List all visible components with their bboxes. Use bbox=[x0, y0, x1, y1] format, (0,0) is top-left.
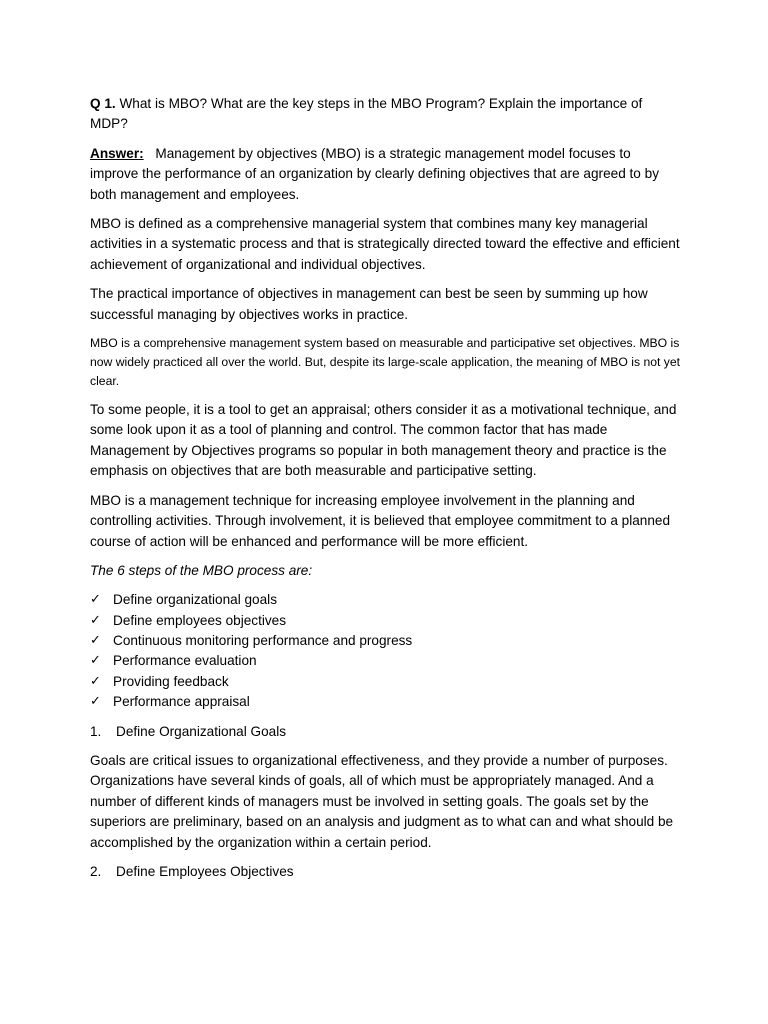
steps-intro: The 6 steps of the MBO process are: bbox=[90, 562, 313, 578]
step-label: Define organizational goals bbox=[113, 592, 277, 608]
answer-text: Management by objectives (MBO) is a strategic management model focuses to improve the performance of an organization by clearly defining objectives that are agreed to by both management and employees. bbox=[90, 145, 659, 202]
check-icon: ✓ bbox=[90, 612, 101, 628]
step-label: Performance appraisal bbox=[113, 694, 250, 710]
list-item bbox=[90, 672, 682, 692]
paragraph-comprehensive-system: MBO is a comprehensive management system based on measurable and participative set objectives. MBO is now widely practiced all over the world. But, despite its large-scale application, the meaning of MBO is not yet clear. bbox=[90, 336, 681, 389]
list-item bbox=[90, 590, 682, 610]
step-label: Continuous monitoring performance and progress bbox=[113, 633, 413, 649]
question-label: Q 1. bbox=[90, 96, 116, 111]
answer-label: Answer: bbox=[90, 145, 144, 161]
section-1-title: Define Organizational Goals bbox=[116, 723, 287, 739]
section-1-number: 1. bbox=[90, 723, 102, 739]
step-label: Define employees objectives bbox=[113, 612, 287, 628]
check-icon: ✓ bbox=[90, 653, 101, 669]
section-2-heading bbox=[90, 862, 682, 882]
section-1-heading bbox=[90, 722, 682, 742]
list-item bbox=[90, 631, 682, 651]
list-item bbox=[90, 651, 682, 671]
step-label: Providing feedback bbox=[113, 673, 229, 689]
paragraph-appraisal-views: To some people, it is a tool to get an appraisal; others consider it as a motivational technique, and some look upon it as a tool of planning and control. The common factor that has made Management by Objectives programs so popular in both management theory and practice is the emphasis on objectives that are both measurable and participative setting. bbox=[90, 402, 677, 479]
check-icon: ✓ bbox=[90, 633, 101, 649]
step-label: Performance evaluation bbox=[113, 653, 257, 669]
document-content bbox=[90, 94, 682, 892]
answer-paragraph bbox=[90, 144, 682, 205]
check-icon: ✓ bbox=[90, 592, 101, 608]
section-2-title: Define Employees Objectives bbox=[116, 864, 294, 880]
check-icon: ✓ bbox=[90, 694, 101, 710]
section-2-number: 2. bbox=[90, 864, 102, 880]
steps-list bbox=[90, 590, 682, 712]
list-item bbox=[90, 611, 682, 631]
list-item bbox=[90, 692, 682, 712]
question-paragraph bbox=[90, 94, 682, 135]
section-1-body: Goals are critical issues to organizational effectiveness, and they provide a number of purposes. Organizations have several kinds of goals, all of which must be appropriately managed. And a number of different kinds of managers must be involved in setting goals. The goals set by the superiors are preliminary, based on an analysis and judgment as to what can and what should be accomplished by the organization within a certain period. bbox=[90, 753, 674, 850]
question-text: What is MBO? What are the key steps in the MBO Program? Explain the importance of MDP? bbox=[90, 96, 643, 132]
paragraph-employee-involvement: MBO is a management technique for increasing employee involvement in the planning and controlling activities. Through involvement, it is believed that employee commitment to a planned course of action will be enhanced and performance will be more efficient. bbox=[90, 492, 671, 549]
paragraph-practical-importance: The practical importance of objectives in management can best be seen by summing up how successful managing by objectives works in practice. bbox=[90, 286, 648, 322]
paragraph-definition: MBO is defined as a comprehensive managerial system that combines many key managerial activities in a systematic process and that is strategically directed toward the effective and efficient achievement of organizational and individual objectives. bbox=[90, 216, 680, 272]
check-icon: ✓ bbox=[90, 673, 101, 689]
